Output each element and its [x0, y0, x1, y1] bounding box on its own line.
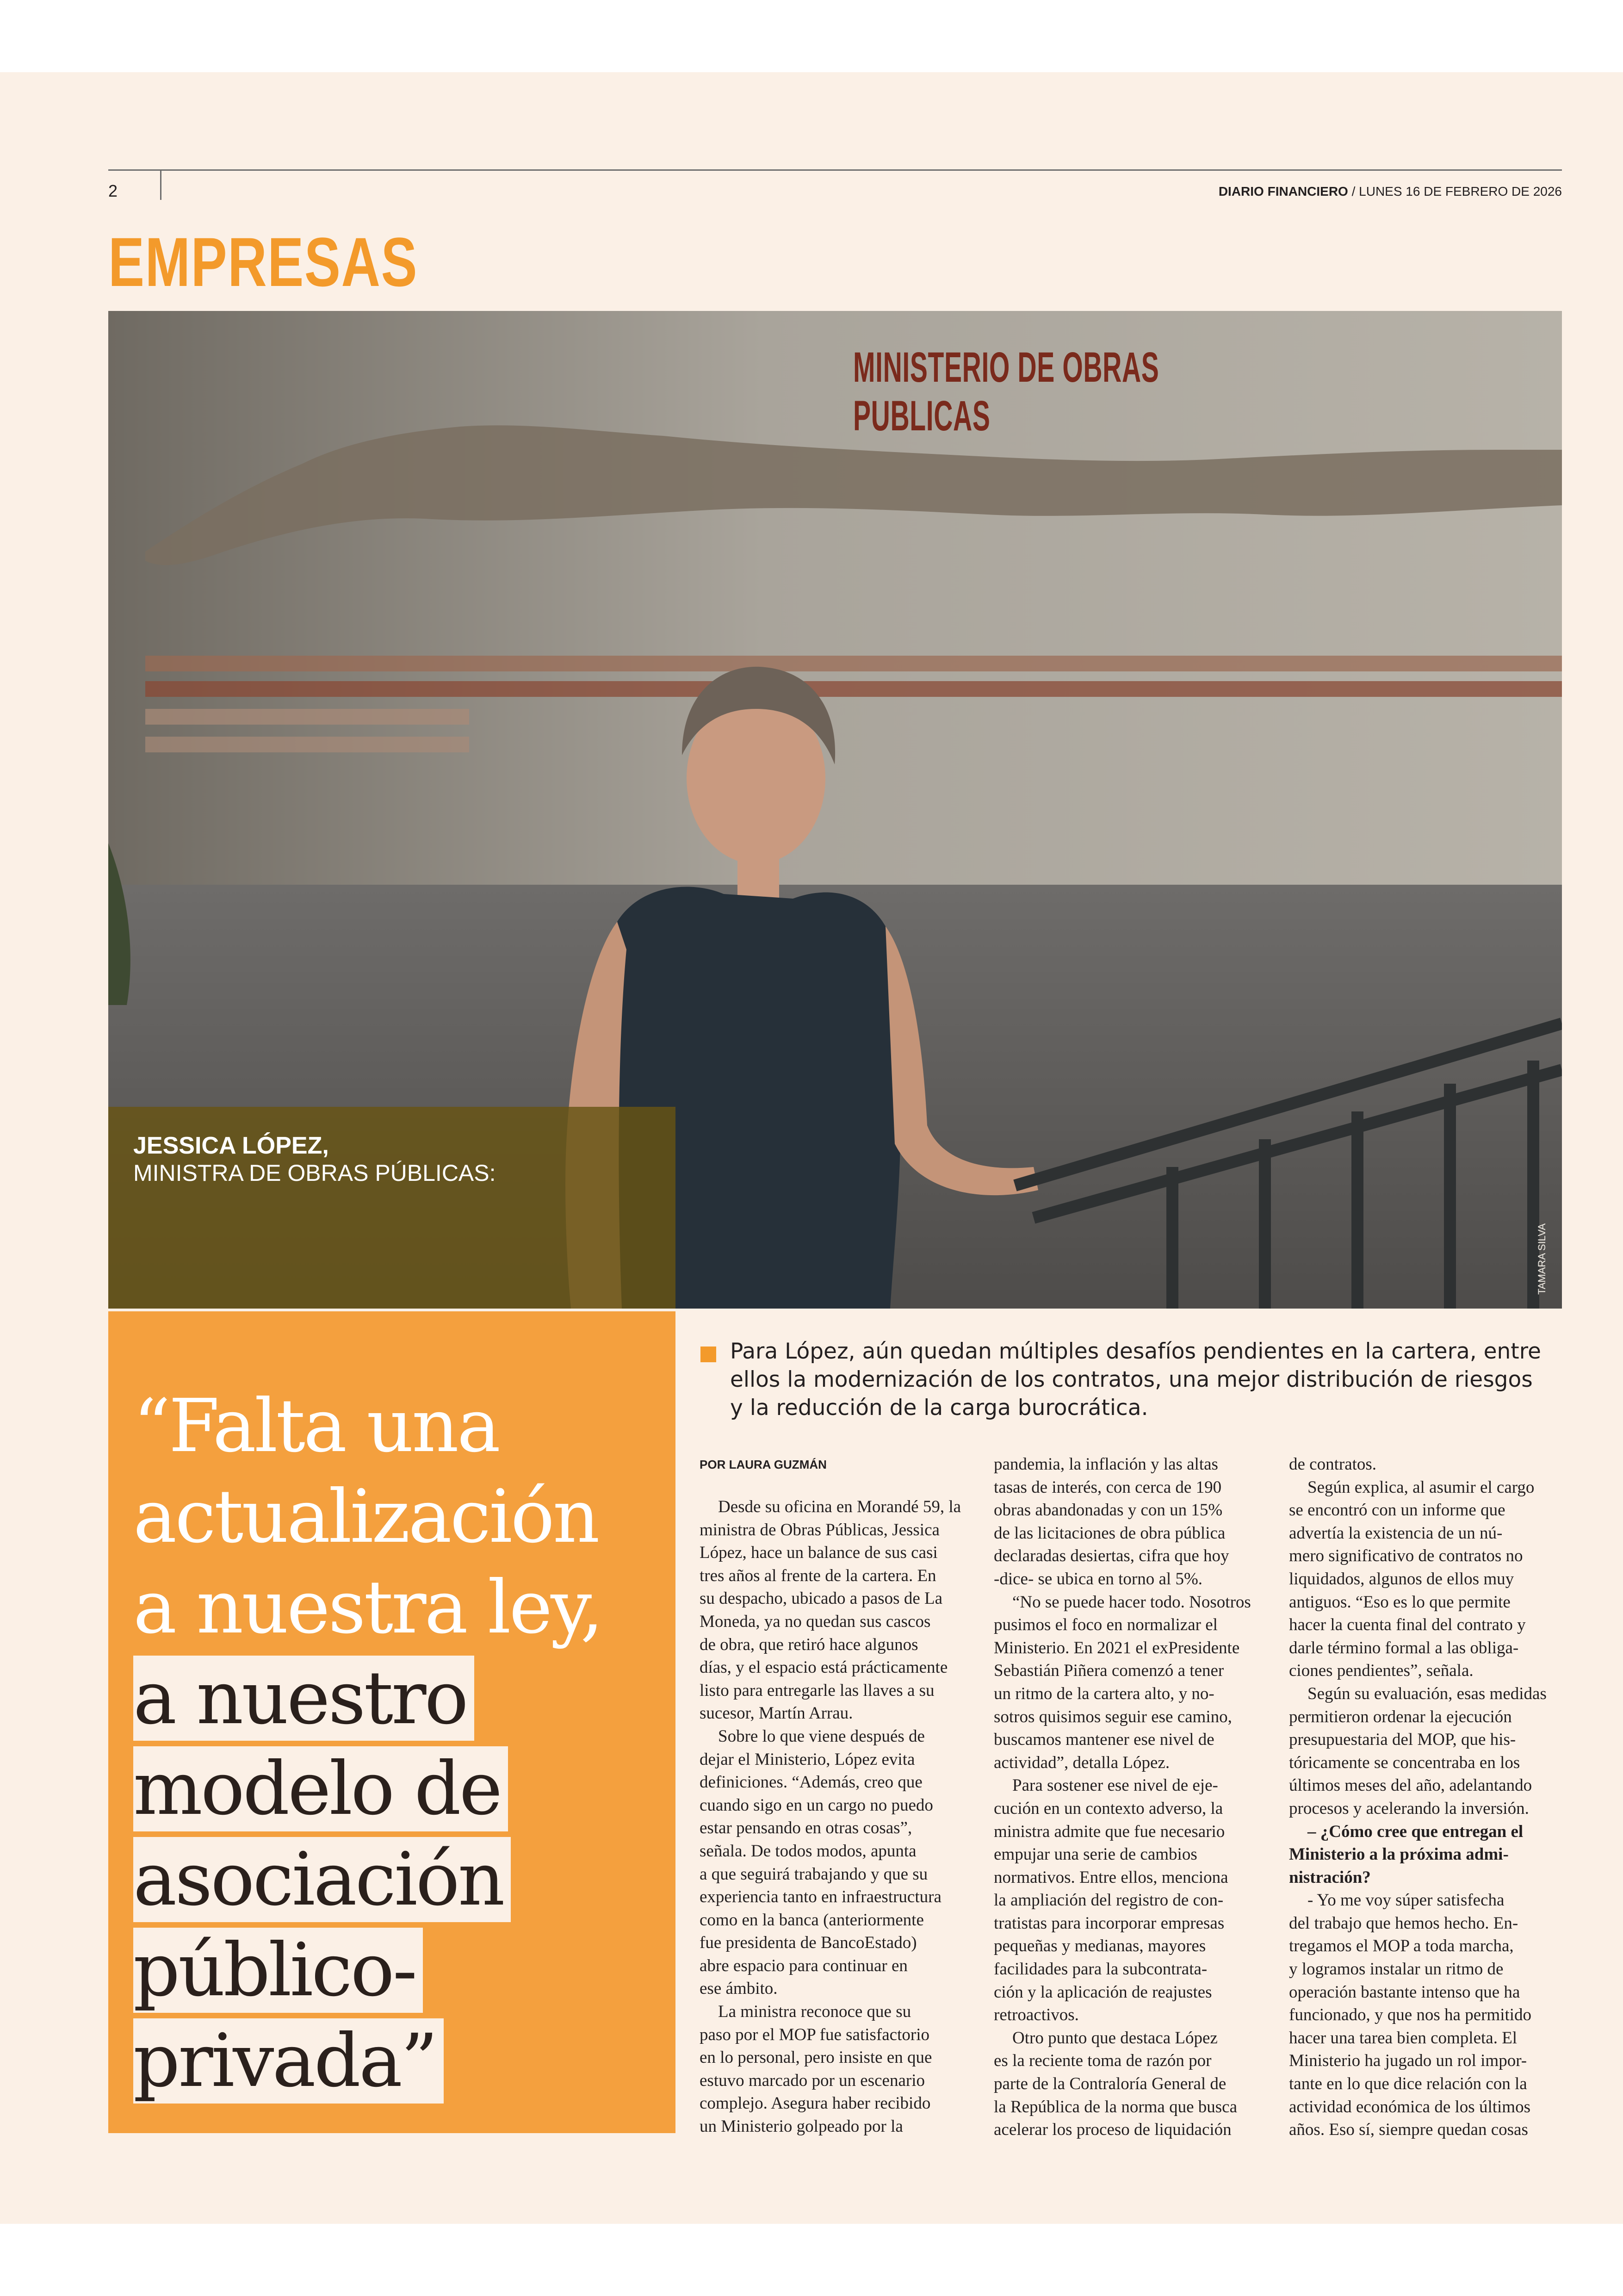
body-line: actividad”, detalla López.	[994, 1753, 1170, 1772]
byline: POR LAURA GUZMÁN	[700, 1458, 827, 1471]
body-line: nistración?	[1289, 1868, 1371, 1887]
body-line: facilidades para la subcontrata-	[994, 1960, 1208, 1979]
quote-line-text: asociación	[133, 1837, 511, 1922]
body-line: sotros quisimos seguir ese camino,	[994, 1707, 1232, 1726]
body-line: - Yo me voy súper satisfecha	[1307, 1891, 1505, 1910]
article-column-3	[1289, 1453, 1564, 2141]
body-line: la República de la norma que busca	[994, 2097, 1238, 2116]
body-line: como en la banca (anteriormente	[700, 1910, 924, 1930]
body-line: Otro punto que destaca López	[1012, 2028, 1218, 2048]
body-line: tratistas para incorporar empresas	[994, 1913, 1225, 1933]
article-column-1	[700, 1496, 974, 2138]
body-line: últimos meses del año, adelantando	[1289, 1776, 1532, 1795]
body-line: ciones pendientes”, señala.	[1289, 1661, 1474, 1681]
body-line: es la reciente toma de razón por	[994, 2051, 1212, 2071]
masthead	[1219, 184, 1562, 199]
lead-line: Para López, aún quedan múltiples desafíos pendientes en la cartera, entre	[730, 1339, 1541, 1364]
body-line: retroactivos.	[994, 2005, 1079, 2025]
body-line: Según explica, al asumir el cargo	[1307, 1477, 1535, 1497]
body-line: hacer una tarea bien completa. El	[1289, 2028, 1518, 2048]
lead-line: y la reducción de la carga burocrática.	[730, 1395, 1148, 1421]
body-line: tante en lo que dice relación con la	[1289, 2074, 1527, 2094]
lead-bullet-icon	[700, 1347, 716, 1362]
body-line: definiciones. “Además, creo que	[700, 1773, 923, 1792]
body-line: estar pensando en otras cosas”,	[700, 1818, 912, 1838]
issue-date: / LUNES 16 DE FEBRERO DE 2026	[1351, 184, 1562, 199]
body-line: permitieron ordenar la ejecución	[1289, 1707, 1512, 1726]
body-line: normativos. Entre ellos, menciona	[994, 1868, 1228, 1887]
article-column-2	[994, 1453, 1269, 2141]
quote-line-text: modelo de	[133, 1746, 508, 1831]
body-line: Sobre lo que viene después de	[718, 1726, 925, 1746]
body-line: empujar una serie de cambios	[994, 1845, 1197, 1864]
interviewee-name: JESSICA LÓPEZ,	[133, 1132, 329, 1159]
quote-line-text: privada”	[133, 2018, 444, 2104]
lead-paragraph	[730, 1337, 1563, 1422]
body-line: de las licitaciones de obra pública	[994, 1523, 1226, 1543]
body-line: se encontró con un informe que	[1289, 1501, 1505, 1520]
pull-quote-box	[108, 1311, 675, 2133]
body-line: sucesor, Martín Arrau.	[700, 1704, 853, 1723]
body-line: ese ámbito.	[700, 1979, 778, 1998]
quote-line	[133, 2016, 670, 2106]
quote-line	[133, 1471, 670, 1562]
body-line: tóricamente se concentraba en los	[1289, 1753, 1520, 1772]
body-line: y logramos instalar un ritmo de	[1289, 1960, 1504, 1979]
body-line: presupuestaria del MOP, que his-	[1289, 1730, 1516, 1750]
body-line: dejar el Ministerio, López evita	[700, 1750, 915, 1769]
quote-line	[133, 1925, 670, 2016]
publication-name: DIARIO FINANCIERO	[1218, 184, 1348, 199]
body-line: “No se puede hacer todo. Nosotros	[1012, 1592, 1251, 1612]
body-line: de contratos.	[1289, 1455, 1377, 1474]
body-line: parte de la Contraloría General de	[994, 2074, 1227, 2094]
body-line: estuvo marcado por un escenario	[700, 2071, 925, 2090]
body-line: pequeñas y medianas, mayores	[994, 1936, 1206, 1956]
interviewee-role: MINISTRA DE OBRAS PÚBLICAS:	[133, 1160, 496, 1186]
caption-box	[108, 1107, 675, 1309]
body-line: mero significativo de contratos no	[1289, 1546, 1523, 1566]
body-line: Ministerio ha jugado un rol impor-	[1289, 2051, 1527, 2071]
quote-line	[133, 1744, 670, 1834]
body-line: ción y la aplicación de reajustes	[994, 1982, 1212, 2002]
quote-line-text: a nuestro	[133, 1656, 474, 1741]
body-line: Para sostener ese nivel de eje-	[1012, 1776, 1218, 1795]
body-line: en lo personal, pero insiste en que	[700, 2048, 932, 2067]
page-number: 2	[108, 181, 118, 200]
body-line: pandemia, la inflación y las altas	[994, 1455, 1218, 1474]
body-line: funcionado, y que nos ha permitido	[1289, 2005, 1532, 2025]
body-line: La ministra reconoce que su	[718, 2002, 911, 2022]
body-line: Sebastián Piñera comenzó a tener	[994, 1661, 1224, 1681]
body-line: Ministerio. En 2021 el exPresidente	[994, 1638, 1240, 1657]
quote-line	[133, 1381, 670, 1471]
photo-credit: TAMARA SILVA	[1536, 1223, 1548, 1295]
body-line: paso por el MOP fue satisfactorio	[700, 2025, 929, 2044]
body-line: declaradas desiertas, cifra que hoy	[994, 1546, 1229, 1566]
body-line: acelerar los proceso de liquidación	[994, 2120, 1232, 2140]
body-line: fue presidenta de BancoEstado)	[700, 1933, 917, 1953]
quote-line	[133, 1562, 670, 1653]
quote-line-text: actualización	[133, 1474, 598, 1559]
body-line: tres años al frente de la cartera. En	[700, 1566, 936, 1585]
body-line: complejo. Asegura haber recibido	[700, 2094, 931, 2113]
body-line: procesos y acelerando la inversión.	[1289, 1799, 1529, 1818]
body-line: Ministerio a la próxima admi-	[1289, 1845, 1509, 1864]
body-line: López, hace un balance de sus casi	[700, 1543, 938, 1563]
body-line: Según su evaluación, esas medidas	[1307, 1684, 1547, 1703]
body-line: hacer la cuenta final del contrato y	[1289, 1615, 1526, 1635]
body-line: listo para entregarle las llaves a su	[700, 1681, 935, 1700]
body-line: la ampliación del registro de con-	[994, 1891, 1224, 1910]
body-line: Moneda, ya no quedan sus cascos	[700, 1612, 931, 1631]
pull-quote	[133, 1381, 670, 2106]
body-line: tasas de interés, con cerca de 190	[994, 1477, 1222, 1497]
body-line: su despacho, ubicado a pasos de La	[700, 1589, 943, 1608]
body-line: obras abandonadas y con un 15%	[994, 1501, 1223, 1520]
body-line: darle término formal a las obliga-	[1289, 1638, 1519, 1657]
body-line: advertía la existencia de un nú-	[1289, 1523, 1503, 1543]
body-line: Desde su oficina en Morandé 59, la	[718, 1497, 961, 1516]
body-line: pusimos el foco en normalizar el	[994, 1615, 1218, 1635]
body-line: días, y el espacio está prácticamente	[700, 1658, 948, 1677]
header-rule	[108, 169, 1562, 171]
body-line: liquidados, algunos de ellos muy	[1289, 1569, 1514, 1589]
body-line: operación bastante intenso que ha	[1289, 1982, 1520, 2002]
header-rule-tick	[160, 169, 161, 200]
quote-line	[133, 1834, 670, 1925]
ministry-sign: MINISTERIO DE OBRAS PUBLICAS	[853, 344, 1159, 440]
body-line: de obra, que retiró hace algunos	[700, 1635, 918, 1654]
quote-line-text: “Falta una	[133, 1384, 499, 1469]
body-line: – ¿Cómo cree que entregan el	[1307, 1822, 1524, 1841]
body-line: un ritmo de la cartera alto, y no-	[994, 1684, 1214, 1703]
body-line: ministra de Obras Públicas, Jessica	[700, 1520, 940, 1539]
body-line: experiencia tanto en infraestructura	[700, 1887, 942, 1907]
body-line: abre espacio para continuar en	[700, 1956, 908, 1975]
section-title: EMPRESAS	[108, 223, 418, 301]
body-line: a que seguirá trabajando y que su	[700, 1864, 928, 1884]
body-line: tregamos el MOP a toda marcha,	[1289, 1936, 1514, 1956]
quote-line-text: a nuestra ley,	[133, 1565, 602, 1650]
body-line: -dice- se ubica en torno al 5%.	[994, 1569, 1203, 1589]
quote-line	[133, 1653, 670, 1744]
main-photo	[108, 311, 1562, 1309]
body-line: señala. De todos modos, apunta	[700, 1841, 917, 1861]
body-line: buscamos mantener ese nivel de	[994, 1730, 1214, 1750]
lead-line: ellos la modernización de los contratos, una mejor distribución de riesgos	[730, 1367, 1533, 1392]
body-line: un Ministerio golpeado por la	[700, 2117, 903, 2136]
body-line: ministra admite que fue necesario	[994, 1822, 1225, 1841]
quote-line-text: público-	[133, 1928, 423, 2013]
body-line: antiguos. “Eso es lo que permite	[1289, 1592, 1511, 1612]
body-line: cución en un contexto adverso, la	[994, 1799, 1223, 1818]
body-line: del trabajo que hemos hecho. En-	[1289, 1913, 1518, 1933]
body-line: cuando sigo en un cargo no puedo	[700, 1795, 933, 1815]
body-line: años. Eso sí, siempre quedan cosas	[1289, 2120, 1528, 2140]
body-line: actividad económica de los últimos	[1289, 2097, 1530, 2116]
